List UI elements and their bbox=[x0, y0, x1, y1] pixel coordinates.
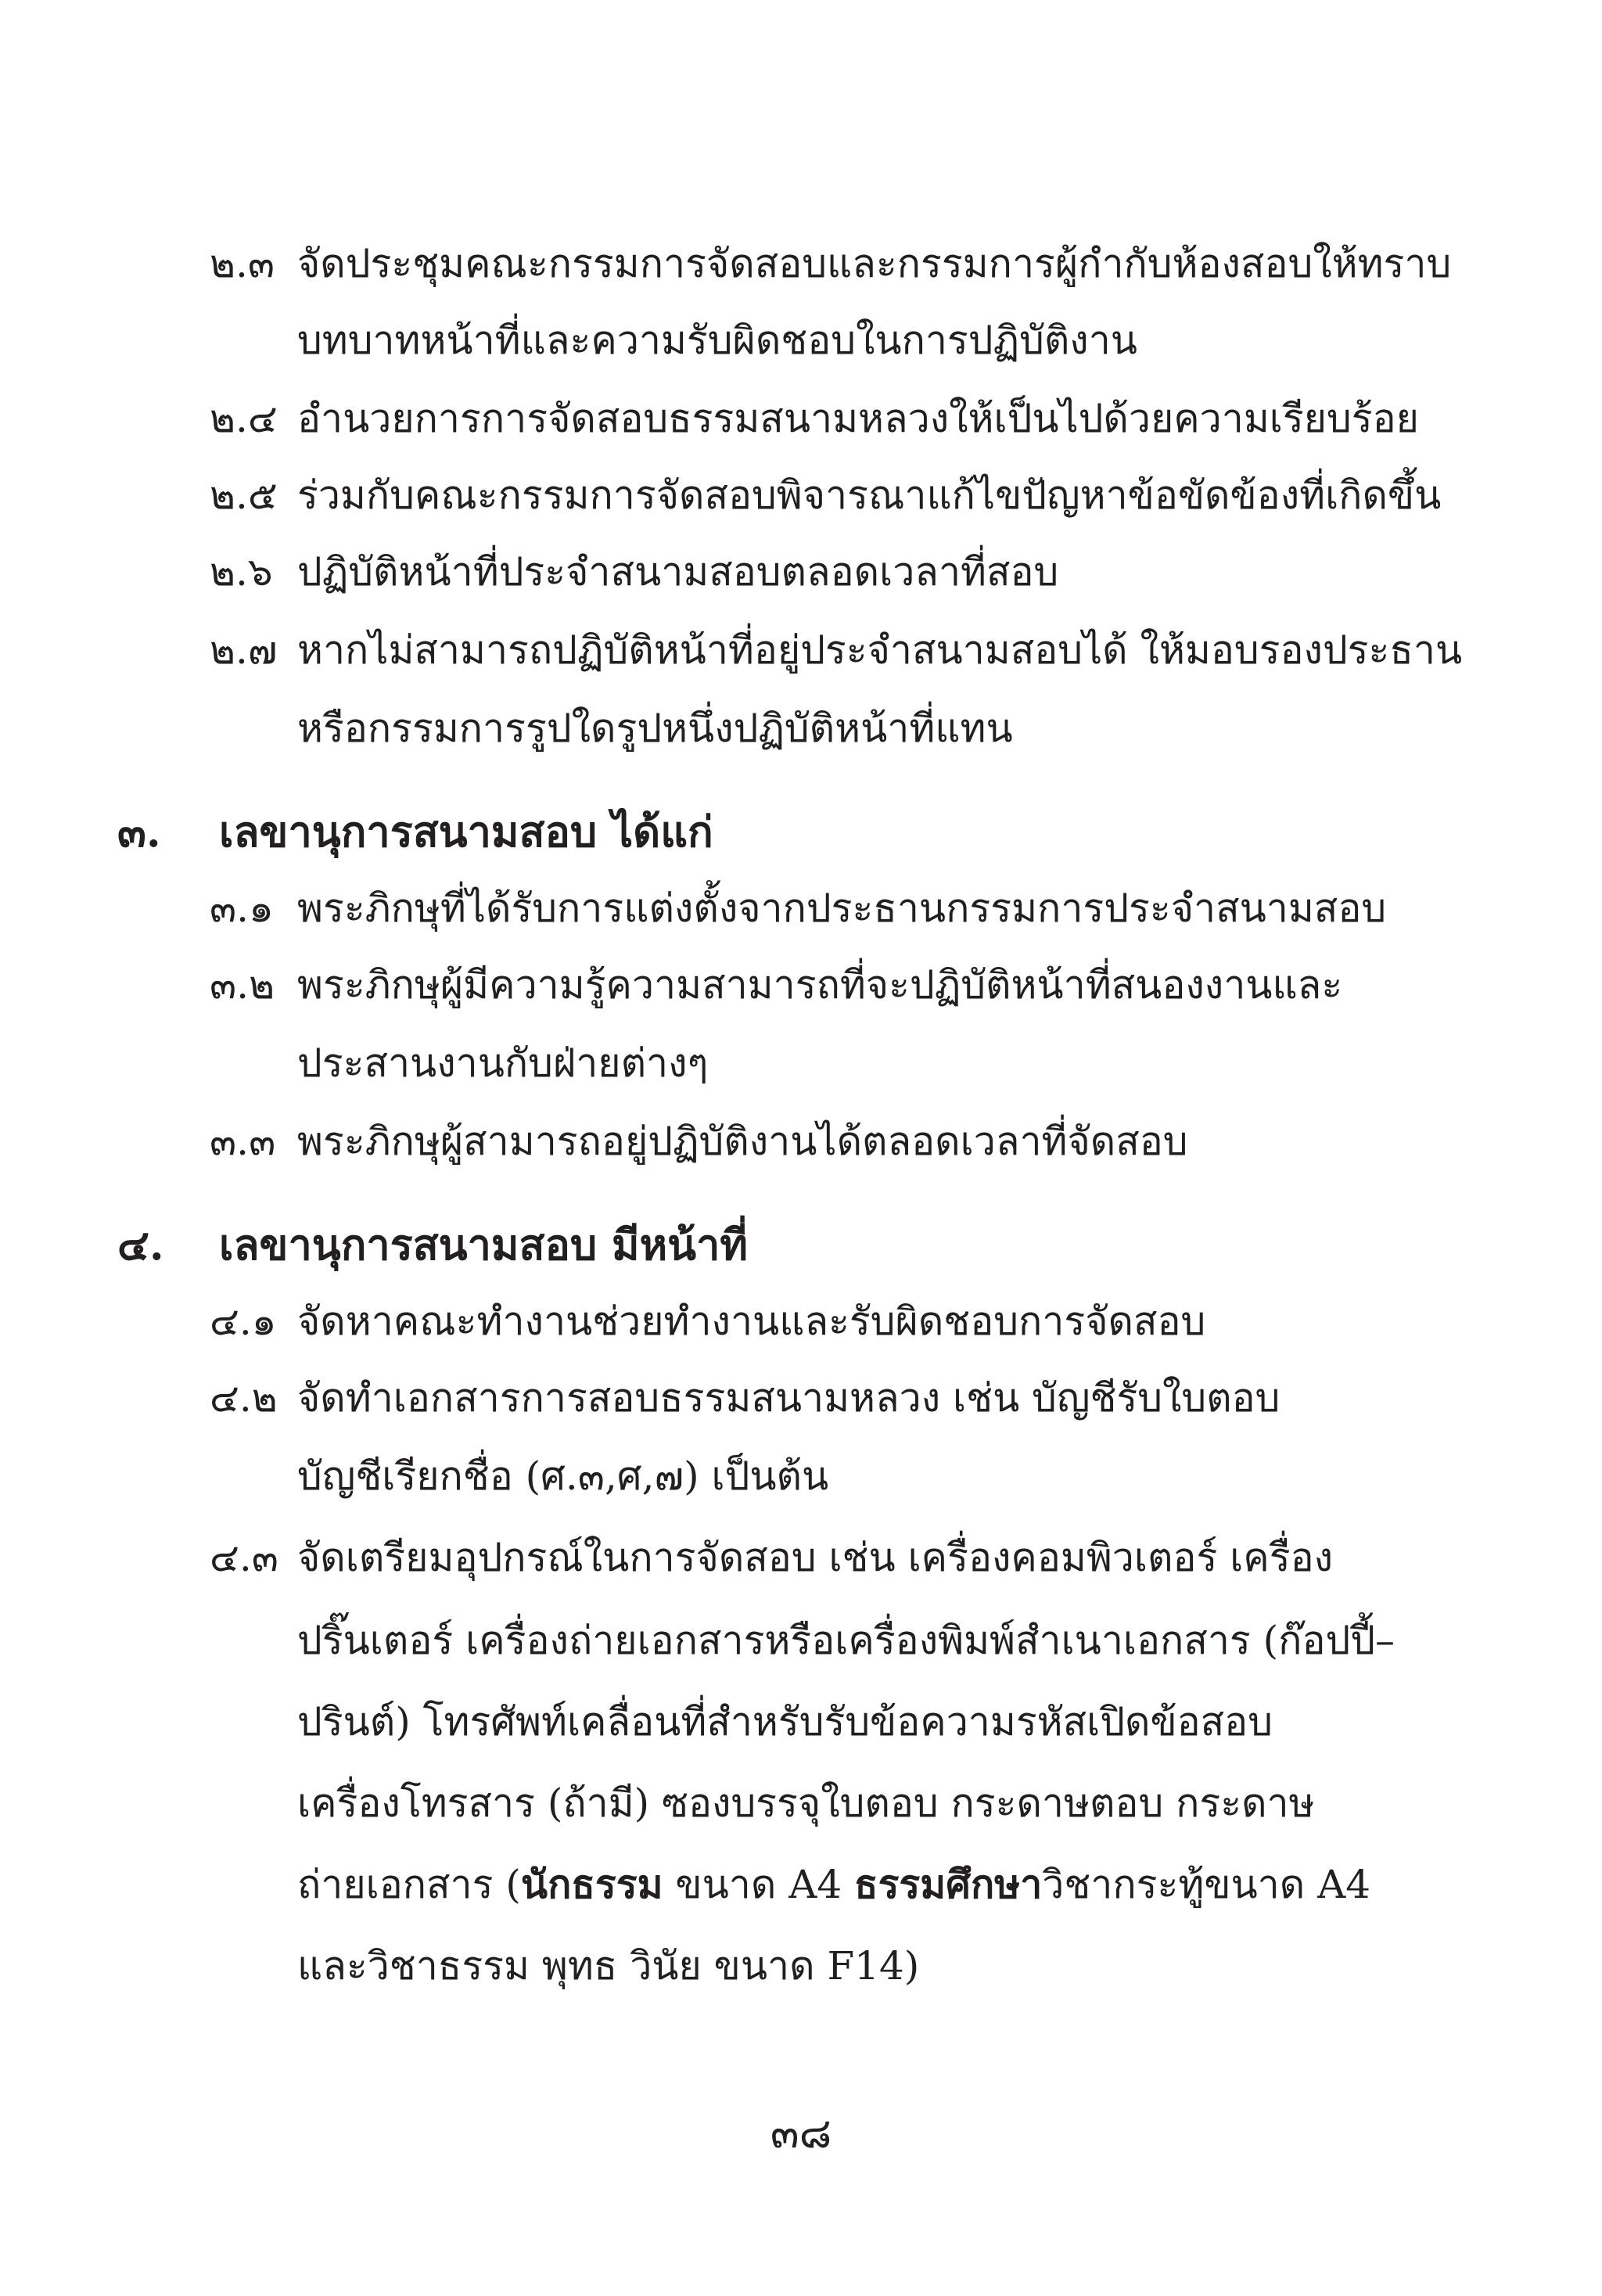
item-2-3-line-2: บทบาทหน้าที่และความรับผิดชอบในการปฏิบัติงาน bbox=[297, 318, 1137, 363]
item-4-2-line-1 bbox=[210, 1375, 1281, 1421]
item-number: ๒.๖ bbox=[210, 549, 273, 595]
item-2-4 bbox=[210, 396, 1419, 441]
section-3-heading bbox=[117, 807, 713, 857]
item-text: ร่วมกับคณะกรรมการจัดสอบพิจารณาแก้ไขปัญหาข้อขัดข้องที่เกิดขึ้น bbox=[297, 472, 1442, 518]
item-text: จัดเตรียมอุปกรณ์ในการจัดสอบ เช่น เครื่องคอมพิวเตอร์ เครื่อง bbox=[297, 1535, 1334, 1580]
section-title: เลขานุการสนามสอบ ได้แก่ bbox=[219, 807, 713, 857]
line-text: ถ่ายเอกสาร ( bbox=[297, 1862, 521, 1907]
item-text: จัดประชุมคณะกรรมการจัดสอบและกรรมการผู้กำกับห้องสอบให้ทราบ bbox=[297, 241, 1452, 286]
item-4-2-line-2: บัญชีเรียกชื่อ (ศ.๓,ศ,๗) เป็นต้น bbox=[297, 1453, 829, 1499]
page-number: ๓๘ bbox=[770, 2108, 832, 2158]
item-4-3-line-2: ปริ๊นเตอร์ เครื่องถ่ายเอกสารหรือเครื่องพิมพ์สำเนาเอกสาร (ก๊อปปี้– bbox=[297, 1618, 1395, 1663]
item-number: ๒.๕ bbox=[210, 472, 278, 518]
section-number: ๔. bbox=[117, 1220, 164, 1270]
section-4-heading bbox=[117, 1220, 749, 1270]
bold-text-naktham: นักธรรม bbox=[520, 1861, 663, 1907]
item-number: ๓.๓ bbox=[210, 1119, 276, 1164]
item-2-7-line-2: หรือกรรมการรูปใดรูปหนึ่งปฏิบัติหน้าที่แทน bbox=[297, 706, 1013, 751]
item-3-3 bbox=[210, 1119, 1188, 1164]
section-title: เลขานุการสนามสอบ มีหน้าที่ bbox=[219, 1220, 749, 1270]
item-4-3-line-4: เครื่องโทรสาร (ถ้ามี) ซองบรรจุใบตอบ กระดาษตอบ กระดาษ bbox=[297, 1780, 1315, 1826]
item-text: จัดหาคณะทำงานช่วยทำงานและรับผิดชอบการจัดสอบ bbox=[297, 1299, 1206, 1344]
item-text: พระภิกษุผู้สามารถอยู่ปฏิบัติงานได้ตลอดเวลาที่จัดสอบ bbox=[297, 1119, 1188, 1164]
item-number: ๒.๓ bbox=[210, 241, 275, 286]
item-4-3-line-1 bbox=[210, 1535, 1430, 1580]
item-text: พระภิกษุที่ได้รับการแต่งตั้งจากประธานกรรมการประจำสนามสอบ bbox=[297, 886, 1387, 931]
item-number: ๔.๑ bbox=[210, 1299, 277, 1344]
item-number: ๒.๔ bbox=[210, 396, 278, 441]
item-4-3-line-3: ปรินต์) โทรศัพท์เคลื่อนที่สำหรับรับข้อความรหัสเปิดข้อสอบ bbox=[297, 1699, 1273, 1744]
item-number: ๓.๒ bbox=[210, 962, 275, 1008]
item-2-5 bbox=[210, 472, 1442, 518]
item-3-2-line-1 bbox=[210, 962, 1343, 1008]
item-number: ๔.๓ bbox=[210, 1535, 278, 1580]
item-number: ๔.๒ bbox=[210, 1375, 278, 1421]
item-text: พระภิกษุผู้มีความรู้ความสามารถที่จะปฏิบัติหน้าที่สนองงานและ bbox=[297, 962, 1343, 1008]
item-text: หากไม่สามารถปฏิบัติหน้าที่อยู่ประจำสนามสอบได้ ให้มอบรองประธาน bbox=[297, 627, 1463, 673]
item-4-1 bbox=[210, 1299, 1206, 1344]
item-4-3-line-6: และวิชาธรรม พุทธ วินัย ขนาด F14) bbox=[297, 1943, 920, 1989]
item-number: ๓.๑ bbox=[210, 886, 274, 931]
item-2-3-line-1 bbox=[210, 241, 1452, 286]
line-text: วิชากระทู้ขนาด A4 bbox=[1042, 1862, 1371, 1907]
item-3-2-line-2: ประสานงานกับฝ่ายต่างๆ bbox=[297, 1040, 709, 1086]
item-3-1 bbox=[210, 886, 1387, 931]
item-text: ปฏิบัติหน้าที่ประจำสนามสอบตลอดเวลาที่สอบ bbox=[297, 549, 1059, 595]
item-text: อำนวยการการจัดสอบธรรมสนามหลวงให้เป็นไปด้วยความเรียบร้อย bbox=[297, 396, 1419, 441]
item-text: จัดทำเอกสารการสอบธรรมสนามหลวง เช่น บัญชีรับใบตอบ bbox=[297, 1375, 1281, 1421]
item-2-6 bbox=[210, 549, 1059, 595]
line-text: ขนาด A4 bbox=[663, 1862, 855, 1907]
item-4-3-line-5 bbox=[297, 1861, 1371, 1907]
item-number: ๒.๗ bbox=[210, 627, 278, 673]
bold-text-thammasueksa: ธรรมศึกษา bbox=[854, 1861, 1043, 1907]
item-2-7-line-1 bbox=[210, 627, 1463, 673]
section-number: ๓. bbox=[117, 807, 161, 857]
